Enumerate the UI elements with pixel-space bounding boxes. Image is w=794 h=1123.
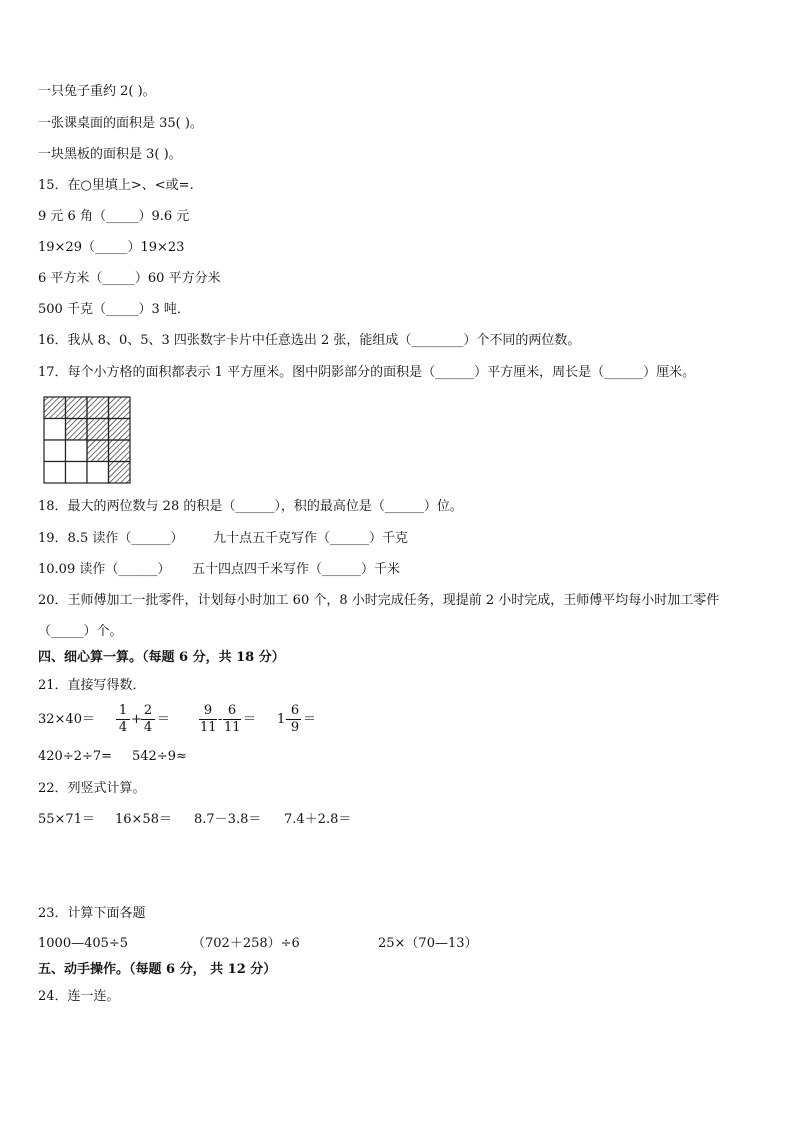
fraction-1-4: $\frac{1}{4}$	[116, 703, 130, 736]
shaded-grid-figure	[43, 396, 132, 485]
fraction-2-4: $\frac{2}{4}$	[141, 703, 155, 736]
grid-cell-empty	[66, 440, 88, 462]
question-15-c: 6 平方米（_____）60 平方分米	[38, 271, 221, 286]
question-15-a: 9 元 6 角（_____）9.6 元	[38, 209, 190, 224]
grid-cell-empty	[44, 462, 66, 484]
calc-22-1: 55×71＝	[38, 812, 95, 827]
question-16: 16．我从 8、0、5、3 四张数字卡片中任意选出 2 张，能组成（________）个不同的两位数。	[38, 333, 581, 348]
grid-cell-shaded	[66, 419, 88, 441]
question-17: 17．每个小方格的面积都表示 1 平方厘米。图中阴影部分的面积是（______）平方厘米，周长是（______）厘米。	[38, 365, 696, 380]
calc-23-3: 25×（70—13）	[378, 936, 478, 951]
question-15-b: 19×29（_____）19×23	[38, 240, 185, 255]
calc-23-1: 1000—405÷5	[38, 936, 129, 951]
calc-21-5: 420÷2÷7=	[38, 749, 113, 764]
unit-question-blackboard: 一块黑板的面积是 3( )。	[38, 147, 182, 162]
question-19-a: 19．8.5 读作（______）	[38, 531, 184, 546]
grid-cell-shaded	[109, 462, 131, 484]
question-20-line1: 20．王师傅加工一批零件，计划每小时加工 60 个，8 小时完成任务，现提前 2 小时完成，王师傅平均每小时加工零件	[38, 593, 720, 608]
calc-21-6: 542÷9≈	[132, 749, 187, 764]
unit-question-rabbit: 一只兔子重约 2( )。	[38, 84, 156, 99]
grid-cell-empty	[44, 419, 66, 441]
grid-cell-shaded	[87, 397, 109, 419]
grid-cell-shaded	[87, 440, 109, 462]
section-5-heading: 五、动手操作。（每题 6 分， 共 12 分）	[38, 962, 277, 977]
grid-cell-shaded	[109, 419, 131, 441]
calc-23-2: （702＋258）÷6	[192, 936, 300, 951]
question-19-b: 九十点五千克写作（______）千克	[213, 531, 409, 546]
grid-cell-shaded	[109, 440, 131, 462]
question-20-line2: （_____）个。	[38, 624, 123, 639]
calc-22-3: 8.7－3.8＝	[194, 812, 262, 827]
equals-sign: ＝	[303, 712, 317, 727]
question-24: 24．连一连。	[38, 989, 120, 1004]
question-18: 18．最大的两位数与 28 的积是（______），积的最高位是（______）位。	[38, 499, 463, 514]
fraction-9-11: $\frac{9}{11}$	[200, 703, 217, 735]
equals-sign: ＝	[157, 712, 171, 727]
one-minus: 1-	[277, 712, 290, 727]
minus-sign: -	[218, 712, 223, 727]
grid-cell-shaded	[109, 397, 131, 419]
question-22: 22．列竖式计算。	[38, 781, 146, 796]
grid-cell-empty	[66, 462, 88, 484]
unit-question-desk: 一张课桌面的面积是 35( )。	[38, 116, 203, 131]
grid-cell-shaded	[66, 397, 88, 419]
question-15-d: 500 千克（_____）3 吨．	[38, 302, 190, 317]
fraction-6-11: $\frac{6}{11}$	[224, 703, 241, 735]
calc-22-4: 7.4＋2.8＝	[284, 812, 352, 827]
grid-cell-empty	[44, 440, 66, 462]
plus-sign: +	[131, 712, 142, 727]
grid-cell-shaded	[44, 397, 66, 419]
calc-21-1: 32×40＝	[38, 712, 95, 727]
question-21: 21．直接写得数．	[38, 678, 146, 693]
question-23: 23．计算下面各题	[38, 906, 146, 921]
fraction-6-9: $\frac{6}{9}$	[290, 703, 300, 735]
grid-cell-shaded	[87, 419, 109, 441]
equals-sign: ＝	[243, 712, 257, 727]
section-4-heading: 四、细心算一算。（每题 6 分，共 18 分）	[38, 650, 285, 665]
grid-cell-empty	[87, 462, 109, 484]
question-15: 15．在○里填上>、<或=.	[38, 178, 194, 193]
question-19-d: 五十四点四千米写作（______）千米	[192, 562, 401, 577]
question-19-c: 10.09 读作（______）	[38, 562, 171, 577]
calc-22-2: 16×58＝	[115, 812, 172, 827]
